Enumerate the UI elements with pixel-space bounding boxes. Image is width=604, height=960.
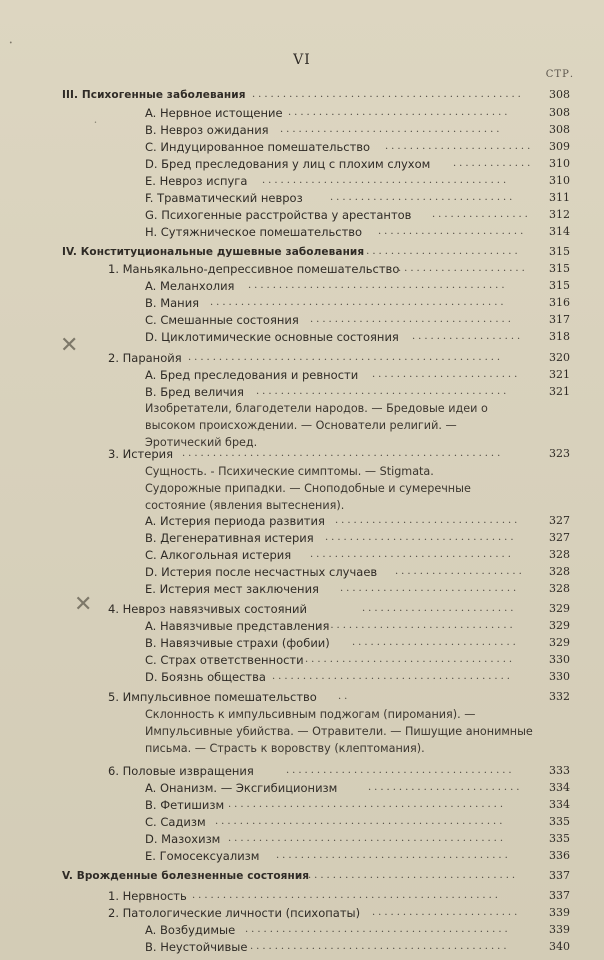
toc-entry-row: A. Нервное истощение .................................... 308 <box>145 106 570 120</box>
toc-entry-row: D. Циклотимические основные состояния .................. 318 <box>145 330 570 344</box>
toc-entry-row: C. Алкогольная истерия ................................. 328 <box>145 548 570 562</box>
paper-speck: • <box>94 120 97 126</box>
toc-entry-row: E. Гомосексуализм ...................................... 336 <box>145 849 570 863</box>
toc-entry-row: 5. Импульсивное помешательство .. 332 <box>108 690 570 704</box>
toc-entry-row: E. Истерия мест заключения ............................. 328 <box>145 582 570 596</box>
toc-entry-row: C. Страх ответственности .................................. 330 <box>145 653 570 667</box>
toc-entry-row: 6. Половые извращения ..................................... 333 <box>108 764 570 778</box>
toc-entry-row: 1. Нервность .................................................. 337 <box>108 889 570 903</box>
toc-entry-row: F. Травматический невроз .............................. 311 <box>145 191 570 205</box>
toc-entry-row: B. Фетишизм ............................................. 334 <box>145 798 570 812</box>
toc-entry-row: D. Боязнь общества ....................................... 330 <box>145 670 570 684</box>
toc-entry-row: B. Бред величия ......................................... 321 <box>145 385 570 399</box>
pencil-cross-mark: ✕ <box>60 333 79 358</box>
toc-entry-row: D. Мазохизм ............................................. 335 <box>145 832 570 846</box>
page-number: VI <box>293 52 311 68</box>
toc-entry-row: B. Неустойчивые .......................................... 340 <box>145 940 570 954</box>
toc-entry-row: C. Индуцированное помешательство ........................ 309 <box>145 140 570 154</box>
toc-section-row: III. Психогенные заболевания ............................................ 308 <box>62 88 570 101</box>
toc-entry-row: C. Смешанные состояния ................................. 317 <box>145 313 570 327</box>
paper-speck: • <box>9 40 13 47</box>
toc-entry-row: B. Навязчивые страхи (фобии) ........................... 329 <box>145 636 570 650</box>
toc-entry-row: D. Истерия после несчастных случаев ..................... 328 <box>145 565 570 579</box>
toc-entry-row: 1. Маньякально-депрессивное помешательство ..................... 315 <box>108 262 570 276</box>
toc-entry-row: A. Истерия периода развития .............................. 327 <box>145 514 570 528</box>
toc-entry-row: 2. Паранойя ................................................... 320 <box>108 351 570 365</box>
toc-annotation: Изобретатели, благодетели народов. — Бредовые идеи о высоком происхождении. — Основатели религий. — Эротический бред. <box>145 402 488 449</box>
toc-section-row: V. Врожденные болезненные состояния .................................. 337 <box>62 869 570 882</box>
toc-entry-row: B. Дегенеративная истерия ............................... 327 <box>145 531 570 545</box>
pencil-cross-mark: ✕ <box>74 592 93 617</box>
toc-annotation: Судорожные припадки. — Сноподобные и сумеречные состояние (явления вытеснения). <box>145 482 471 512</box>
toc-section-row: IV. Конституциональные душевные заболевания .......................... 315 <box>62 245 570 258</box>
toc-entry-row: 3. Истерия .................................................... 323 <box>108 447 570 461</box>
toc-entry-row: G. Психогенные расстройства у арестантов ................ 312 <box>145 208 570 222</box>
toc-entry-row: A. Онанизм. — Эксгибиционизм ......................... 334 <box>145 781 570 795</box>
toc-entry-row: A. Возбудимые ........................................... 339 <box>145 923 570 937</box>
toc-entry-row: D. Бред преследования у лиц с плохим слухом ............. 310 <box>145 157 570 171</box>
toc-entry-row: C. Садизм ............................................... 335 <box>145 815 570 829</box>
toc-entry-row: 4. Невроз навязчивых состояний ......................... 329 <box>108 602 570 616</box>
toc-annotation: Сущность. - Психические симптомы. — Stigmata. <box>145 465 434 478</box>
toc-entry-row: B. Мания ................................................ 316 <box>145 296 570 310</box>
toc-entry-row: 2. Патологические личности (психопаты) ........................ 339 <box>108 906 570 920</box>
toc-annotation: Склонность к импульсивным поджогам (пиромания). — Импульсивные убийства. — Отравители. — Пишущие анонимные письма. — Страсть к воровству (клептомания). <box>145 708 533 755</box>
toc-entry-row: B. Невроз ожидания .................................... 308 <box>145 123 570 137</box>
page-column-label: СТР. <box>545 69 574 80</box>
toc-entry-row: H. Сутяжническое помешательство ........................ 314 <box>145 225 570 239</box>
toc-entry-row: A. Навязчивые представления ................................ 329 <box>145 619 570 633</box>
toc-entry-row: A. Меланхолия .......................................... 315 <box>145 279 570 293</box>
toc-entry-row: E. Невроз испуга ........................................ 310 <box>145 174 570 188</box>
toc-entry-row: A. Бред преследования и ревности ........................ 321 <box>145 368 570 382</box>
